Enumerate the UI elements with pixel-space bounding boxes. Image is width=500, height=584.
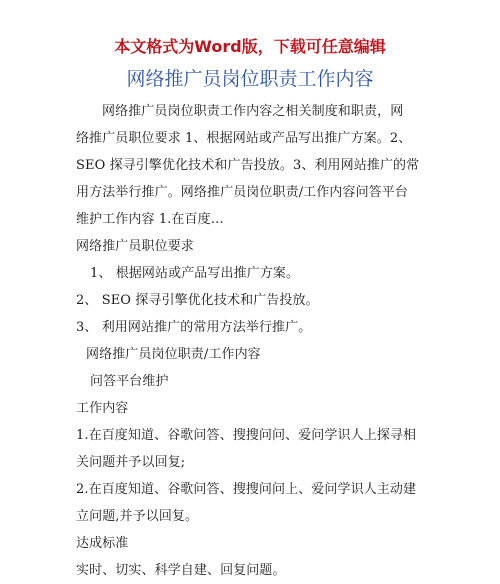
list-item-continuation: 关问题并予以回复;	[76, 455, 186, 470]
section-heading: 工作内容	[76, 401, 129, 416]
paragraph-line: 实时、切实、科学自建、回复问题。	[76, 563, 286, 578]
list-item: 3、 利用网站推广的常用方法举行推广。	[76, 320, 312, 335]
document-title: 网络推广员岗位职责工作内容	[126, 68, 374, 90]
list-item-continuation: 立问题,并予以回复。	[76, 509, 199, 524]
paragraph-line: SEO 探寻引擎优化技术和广告投放。3、利用网站推广的常	[76, 158, 420, 173]
section-heading: 问答平台维护	[90, 374, 169, 389]
list-item: 1.在百度知道、谷歌问答、搜搜问问、爱问学识人上探寻相	[76, 428, 417, 443]
format-notice: 本文格式为Word版，下载可任意编辑	[114, 37, 386, 56]
list-item: 1、 根据网站或产品写出推广方案。	[90, 266, 300, 281]
list-item: 2.在百度知道、谷歌问答、搜搜问问上、爱问学识人主动建	[76, 482, 417, 497]
list-item: 2、 SEO 探寻引擎优化技术和广告投放。	[76, 293, 319, 308]
section-heading: 达成标准	[76, 536, 129, 551]
paragraph-line: 网络推广员岗位职责工作内容之相关制度和职责，网	[102, 104, 404, 119]
section-heading: 网络推广员岗位职责/工作内容	[86, 347, 261, 362]
paragraph-line: 用方法举行推广。网络推广员岗位职责/工作内容问答平台	[76, 185, 408, 200]
paragraph-line: 络推广员职位要求 1、根据网站或产品写出推广方案。2、	[76, 131, 412, 146]
section-heading: 网络推广员职位要求	[76, 239, 194, 254]
paragraph-line: 维护工作内容 1.在百度…	[76, 212, 224, 227]
document-body	[76, 98, 436, 584]
